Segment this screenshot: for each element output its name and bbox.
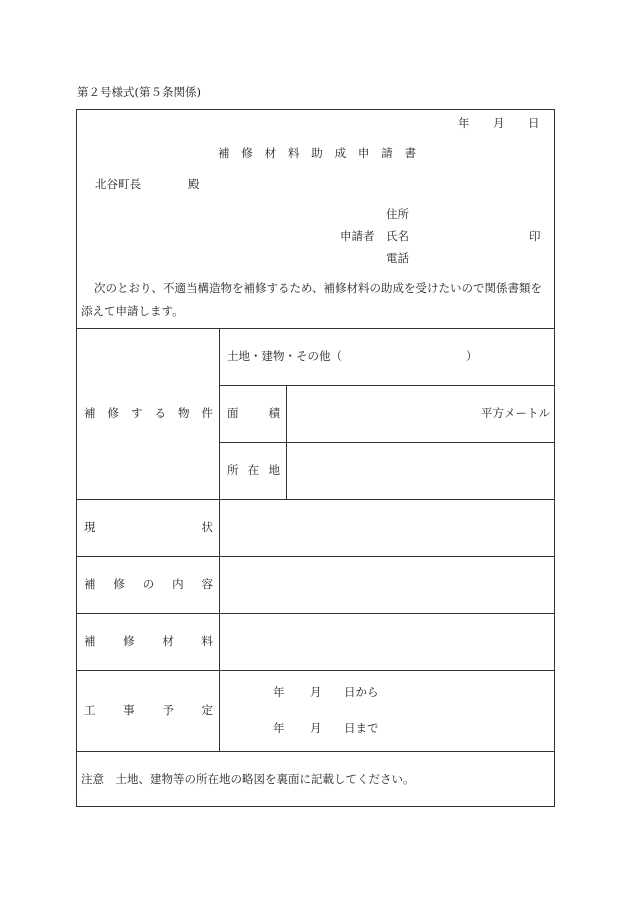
- schedule-end-month: 月: [310, 721, 322, 735]
- location-label: 所 在 地: [227, 463, 280, 477]
- divider-property: [76, 499, 555, 500]
- date-day-label: 日: [528, 116, 540, 130]
- schedule-start-day: 日から: [344, 685, 379, 699]
- addressee-name: 北谷町長: [95, 177, 141, 191]
- divider-content: [76, 613, 555, 614]
- divider-label-column: [219, 328, 220, 751]
- addressee-honorific: 殿: [188, 177, 200, 191]
- divider-property-area: [219, 442, 555, 443]
- divider-header: [76, 328, 555, 329]
- schedule-label: 工 事 予 定: [84, 703, 213, 717]
- property-type-label: 土地・建物・その他（: [227, 349, 342, 363]
- note-text: 注意 土地、建物等の所在地の略図を裏面に記載してください。: [81, 772, 415, 786]
- seal-mark: 印: [529, 229, 541, 243]
- repair-material-label: 補 修 材 料: [84, 634, 213, 648]
- form-title: 補 修 材 料 助 成 申 請 書: [218, 146, 416, 160]
- intro-text-line-2: 添えて申請します。: [81, 304, 184, 318]
- form-number: 第２号様式(第５条関係): [77, 85, 201, 99]
- applicant-name-label: 氏名: [386, 229, 409, 243]
- property-type-close: ）: [466, 349, 478, 363]
- schedule-end-year: 年: [273, 721, 285, 735]
- divider-material: [76, 670, 555, 671]
- status-label: 現 状: [84, 520, 213, 534]
- repair-content-label: 補 修 の 内 容: [84, 577, 213, 591]
- divider-sublabel-column: [286, 385, 287, 499]
- date-month-label: 月: [493, 116, 505, 130]
- divider-property-type: [219, 385, 555, 386]
- divider-status: [76, 556, 555, 557]
- property-label: 補 修 す る 物 件: [84, 406, 213, 420]
- date-year-label: 年: [458, 116, 470, 130]
- area-label: 面 積: [227, 406, 280, 420]
- intro-text-line-1: 次のとおり、不適当構造物を補修するため、補修材料の助成を受けたいので関係書類を: [94, 281, 543, 295]
- divider-schedule: [76, 751, 555, 752]
- applicant-phone-label: 電話: [386, 251, 409, 265]
- schedule-start-month: 月: [310, 685, 322, 699]
- applicant-address-label: 住所: [386, 207, 409, 221]
- schedule-end-day: 日まで: [344, 721, 379, 735]
- applicant-role: 申請者: [340, 229, 375, 243]
- area-unit: 平方メートル: [481, 406, 550, 420]
- schedule-start-year: 年: [273, 685, 285, 699]
- form-frame: [76, 109, 555, 807]
